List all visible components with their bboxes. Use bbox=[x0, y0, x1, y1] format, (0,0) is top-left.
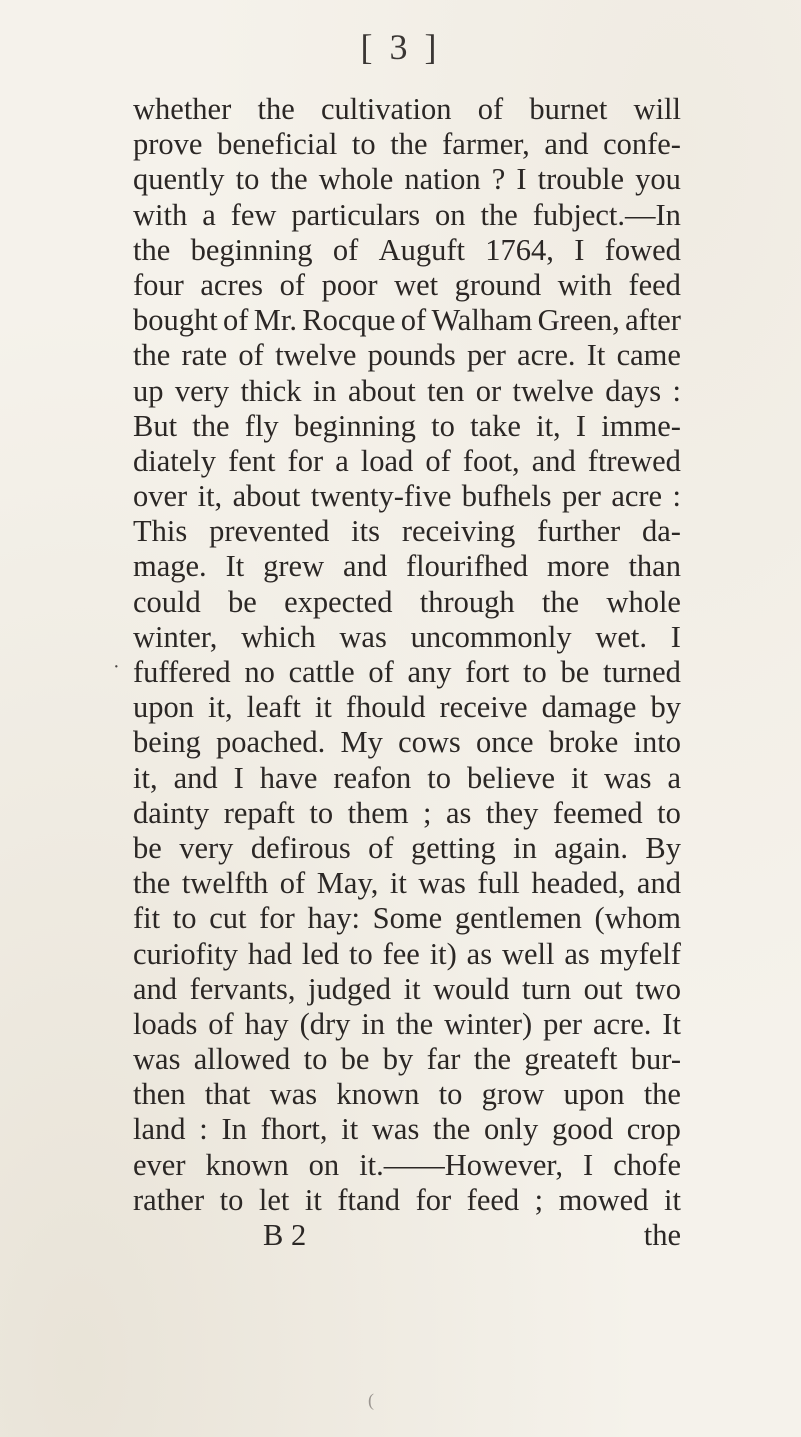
text-line: up very thick in about ten or twelve days : bbox=[133, 373, 681, 408]
text-line: winter, which was uncommonly wet. I bbox=[133, 619, 681, 654]
text-line: then that was known to grow upon the bbox=[133, 1077, 681, 1112]
text-line: and fervants, judged it would turn out two bbox=[133, 971, 681, 1006]
text-line: be very defirous of getting in again. By bbox=[133, 830, 681, 865]
text-line: being poached. My cows once broke into bbox=[133, 725, 681, 760]
text-line: four acres of poor wet ground with feed bbox=[133, 267, 681, 302]
body-text bbox=[133, 92, 681, 1253]
text-line: curiofity had led to fee it) as well as myfelf bbox=[133, 936, 681, 971]
text-line: mage. It grew and flourifhed more than bbox=[133, 549, 681, 584]
text-line: quently to the whole nation ? I trouble you bbox=[133, 162, 681, 197]
text-line: upon it, leaft it fhould receive damage by bbox=[133, 690, 681, 725]
text-line: was allowed to be by far the greateft bur- bbox=[133, 1042, 681, 1077]
text-line: the rate of twelve pounds per acre. It came bbox=[133, 338, 681, 373]
text-line: it, and I have reafon to believe it was a bbox=[133, 760, 681, 795]
text-line: with a few particulars on the fubject.—In bbox=[133, 197, 681, 232]
text-line: land : In fhort, it was the only good crop bbox=[133, 1112, 681, 1147]
text-line: bought of Mr. Rocque of Walham Green, after bbox=[133, 303, 681, 338]
text-line: the twelfth of May, it was full headed, and bbox=[133, 866, 681, 901]
text-line: whether the cultivation of burnet will bbox=[133, 92, 681, 126]
margin-bullet: · bbox=[113, 656, 120, 678]
text-line: fit to cut for hay: Some gentlemen (whom bbox=[133, 901, 681, 936]
page-number: [ 3 ] bbox=[360, 27, 441, 67]
text-line: rather to let it ftand for feed ; mowed it bbox=[133, 1182, 681, 1217]
text-line: could be expected through the whole bbox=[133, 584, 681, 619]
signature-mark: B 2 bbox=[263, 1218, 307, 1252]
text-line: diately fent for a load of foot, and ftrewed bbox=[133, 443, 681, 478]
text-line: loads of hay (dry in the winter) per acre. It bbox=[133, 1006, 681, 1041]
stray-mark: ( bbox=[368, 1390, 374, 1410]
text-line: over it, about twenty-five bufhels per acre : bbox=[133, 479, 681, 514]
text-line: ever known on it.——However, I chofe bbox=[133, 1147, 681, 1182]
text-line: the beginning of Auguft 1764, I fowed bbox=[133, 232, 681, 267]
text-line: fuffered no cattle of any fort to be turned bbox=[133, 655, 681, 689]
catchword: the bbox=[643, 1218, 681, 1252]
footer-line bbox=[133, 1218, 681, 1253]
text-line: dainty repaft to them ; as they feemed to bbox=[133, 795, 681, 830]
text-line: But the fly beginning to take it, I imme- bbox=[133, 408, 681, 443]
text-line: This prevented its receiving further da- bbox=[133, 514, 681, 549]
text-line: prove beneficial to the farmer, and confe- bbox=[133, 127, 681, 162]
